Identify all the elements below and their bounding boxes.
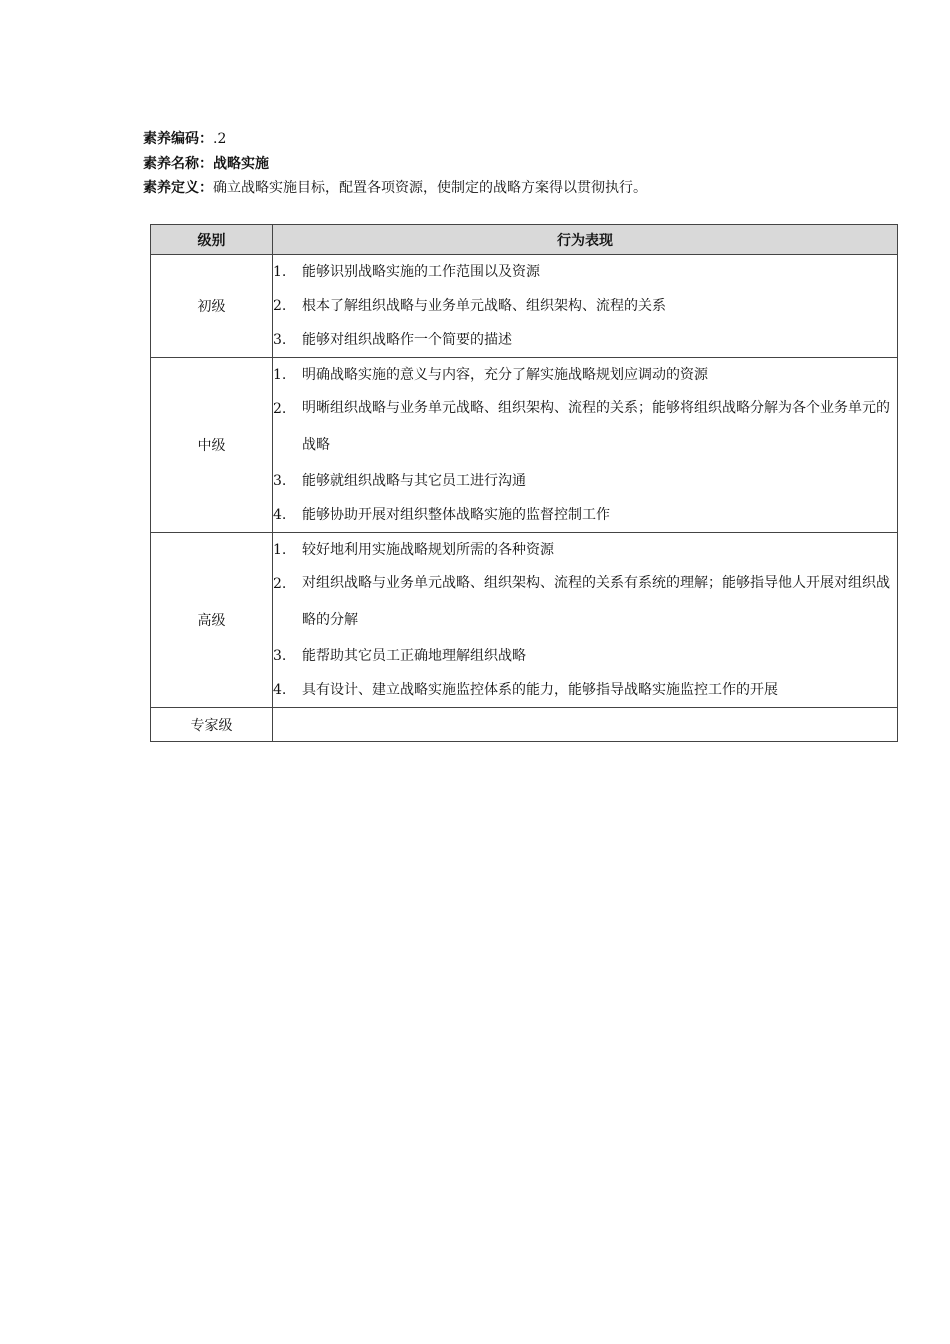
item-text: 根本了解组织战略与业务单元战略、组织架构、流程的关系 <box>302 298 666 314</box>
definition-row <box>143 176 647 201</box>
item-text: 具有设计、建立战略实施监控体系的能力，能够指导战略实施监控工作的开展 <box>302 682 778 698</box>
item-text: 能够对组织战略作一个简要的描述 <box>302 332 512 348</box>
competency-header <box>143 127 647 201</box>
level-cell: 中级 <box>151 358 273 533</box>
item-number: 1. <box>273 264 287 280</box>
item-number: 2. <box>273 298 287 314</box>
list-item <box>273 533 897 567</box>
table-row-junior <box>151 255 898 358</box>
item-number: 4. <box>273 507 287 523</box>
item-text: 能够协助开展对组织整体战略实施的监督控制工作 <box>302 507 610 523</box>
list-item <box>273 673 897 707</box>
list-item <box>273 255 897 289</box>
behavior-cell <box>273 255 898 358</box>
behavior-cell <box>273 533 898 708</box>
list-item <box>273 464 897 498</box>
item-text: 较好地利用实施战略规划所需的各种资源 <box>302 542 554 558</box>
item-text: 能够就组织战略与其它员工进行沟通 <box>302 473 526 489</box>
header-behavior: 行为表现 <box>273 225 898 255</box>
level-cell: 高级 <box>151 533 273 708</box>
table-header-row <box>151 225 898 255</box>
list-item <box>273 498 897 532</box>
item-text: 能帮助其它员工正确地理解组织战略 <box>302 648 526 664</box>
item-text: 明确战略实施的意义与内容，充分了解实施战略规划应调动的资源 <box>302 367 708 383</box>
item-number: 3. <box>273 648 287 664</box>
item-text: 能够识别战略实施的工作范围以及资源 <box>302 264 540 280</box>
table-row-senior <box>151 533 898 708</box>
code-row <box>143 127 647 152</box>
level-cell: 专家级 <box>151 708 273 742</box>
item-number: 3. <box>273 332 287 348</box>
name-label: 素养名称： <box>143 155 213 172</box>
table-row-expert <box>151 708 898 742</box>
item-text: 明晰组织战略与业务单元战略、组织架构、流程的关系；能够将组织战略分解为各个业务单元的战略 <box>302 400 890 453</box>
item-number: 1. <box>273 367 287 383</box>
definition-label: 素养定义： <box>143 180 213 196</box>
list-item <box>273 289 897 323</box>
list-item <box>273 392 897 464</box>
level-cell: 初级 <box>151 255 273 358</box>
list-item <box>273 358 897 392</box>
item-text: 对组织战略与业务单元战略、组织架构、流程的关系有系统的理解；能够指导他人开展对组织战略的分解 <box>302 575 890 628</box>
table-row-intermediate <box>151 358 898 533</box>
list-item <box>273 567 897 639</box>
behavior-cell-empty <box>273 708 898 742</box>
list-item <box>273 323 897 357</box>
item-number: 3. <box>273 473 287 489</box>
name-row <box>143 152 647 177</box>
behavior-cell <box>273 358 898 533</box>
code-label: 素养编码： <box>143 131 213 147</box>
list-item <box>273 639 897 673</box>
item-number: 2. <box>273 401 287 417</box>
item-number: 4. <box>273 682 287 698</box>
header-level: 级别 <box>151 225 273 255</box>
code-value: .2 <box>213 131 227 147</box>
definition-value: 确立战略实施目标，配置各项资源，使制定的战略方案得以贯彻执行。 <box>213 180 647 196</box>
item-number: 2. <box>273 576 287 592</box>
item-number: 1. <box>273 542 287 558</box>
behavior-table <box>150 224 898 742</box>
name-value: 战略实施 <box>213 155 269 172</box>
